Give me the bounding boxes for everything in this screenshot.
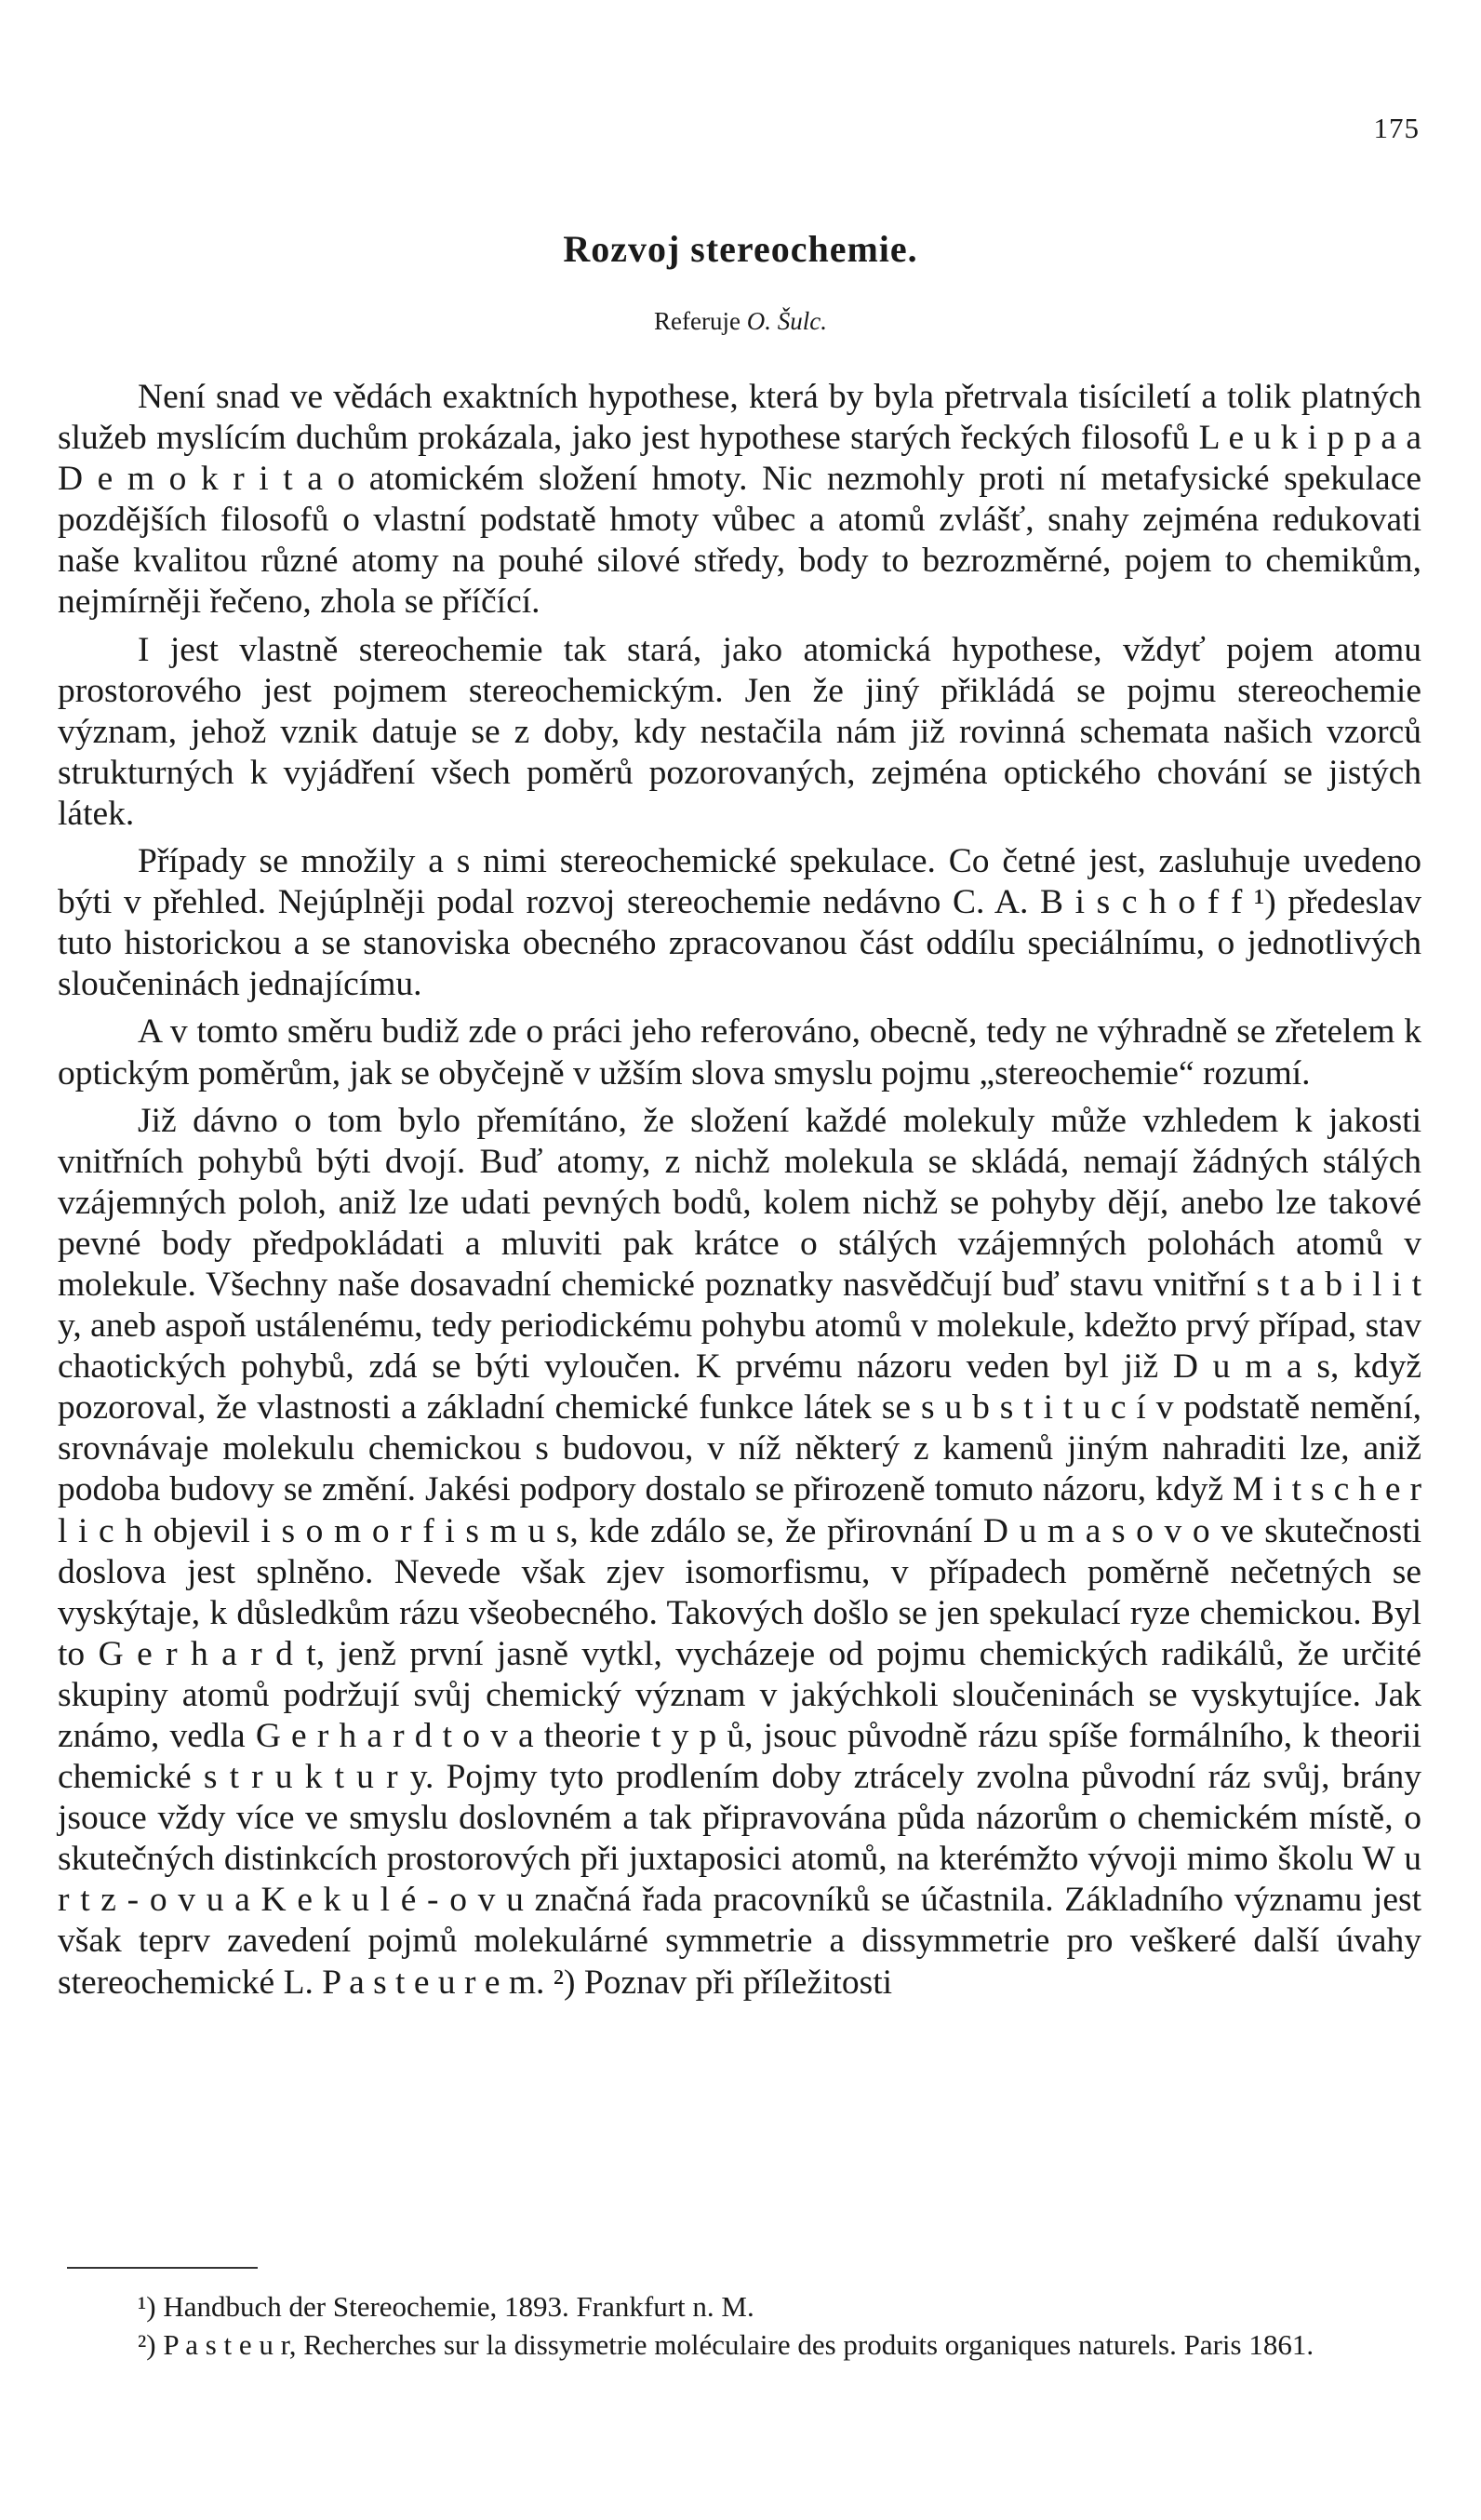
paragraph-1: Není snad ve vědách exaktních hypothese, která by byla přetrvala tisíciletí a tolik platných služeb myslícím duchům prokázala, jako jest hypothese starých řeckých filosofů L e u k i p p a a D e m o k r i t a o atomickém složení hmoty. Nic nezmohly proti ní metafysické spekulace pozdějších filosofů o vlastní podstatě hmoty vůbec a atomů zvlášť, snahy zejména redukovati naše kvalitou různé atomy na pouhé silové středy, body to bezrozměrné, pojem to chemikům, nejmírněji řečeno, zhola se příčící. (58, 378, 1421, 622)
article-title: Rozvoj stereochemie. (563, 228, 918, 270)
footnote-2: ²) P a s t e u r, Recherches sur la dissymetrie moléculaire des produits organiques naturels. Paris 1861. (138, 2328, 1314, 2361)
paragraph-3: Případy se množily a s nimi stereochemické spekulace. Co četné jest, zasluhuje uvedeno býti v přehled. Nejúplněji podal rozvoj stereochemie nedávno C. A. B i s c h o f f ¹) předeslav tuto historickou a se stanoviska obecného zpracovanou část oddílu speciálnímu, o jednotlivých sloučeninách jednajícímu. (58, 842, 1421, 1004)
footnotes (58, 2289, 1421, 2362)
footnote-divider (67, 2267, 258, 2269)
byline-author: O. Šulc. (746, 307, 827, 335)
paragraph-4: A v tomto směru budiž zde o práci jeho referováno, obecně, tedy ne výhradně se zřetelem k optickým poměrům, jak se obyčejně v užším slova smyslu pojmu „stereochemie“ rozumí. (58, 1012, 1421, 1092)
footnote-1: ¹) Handbuch der Stereochemie, 1893. Frankfurt n. M. (138, 2290, 754, 2323)
article-body (58, 377, 1421, 2004)
page-number: 175 (1373, 112, 1420, 144)
paragraph-5: Již dávno o tom bylo přemítáno, že složení každé molekuly může vzhledem k jakosti vnitřních pohybů býti dvojí. Buď atomy, z nichž molekula se skládá, nemají žádných stálých vzájemných poloh, aniž lze udati pevných bodů, kolem nichž se pohyby dějí, anebo lze takové pevné body předpokládati a mluviti pak krátce o stálých vzájemných polohách atomů v molekule. Všechny naše dosavadní chemické poznatky nasvědčují buď stavu vnitřní s t a b i l i t y, aneb aspoň ustálenému, tedy periodickému pohybu atomů v molekule, kdežto prvý případ, stav chaotických pohybů, zdá se býti vyloučen. K prvému názoru veden byl již D u m a s, když pozoroval, že vlastnosti a základní chemické funkce látek se s u b s t i t u c í v podstatě nemění, srovnávaje molekulu chemickou s budovou, v níž některý z kamenů jiným nahraditi lze, aniž podoba budovy se změní. Jakési podpory dostalo se přirozeně tomuto názoru, když M i t s c h e r l i c h objevil i s o m o r f i s m u s, kde zdálo se, že přirovnání D u m a s o v o ve skutečnosti doslova jest splněno. Nevede však zjev isomorfismu, v případech poměrně nečetných se vyskýtaje, k důsledkům rázu všeobecného. Takových došlo se jen spekulací ryze chemickou. Byl to G e r h a r d t, jenž první jasně vytkl, vycházeje od pojmu chemických radikálů, že určité skupiny atomů podržují svůj chemický význam v jakýchkoli sloučeninách se vyskytujíce. Jak známo, vedla G e r h a r d t o v a theorie t y p ů, jsouc původně rázu spíše formálního, k theorii chemické s t r u k t u r y. Pojmy tyto prodlením doby ztrácely zvolna původní ráz svůj, brány jsouce vždy více ve smyslu doslovném a tak připravována půda názorům o chemickém místě, o skutečných distinkcích prostorových při juxtaposici atomů, na kterémžto vývoji mimo školu W u r t z - o v u a K e k u l é - o v u značná řada pracovníků se účastnila. Základního významu jest však teprv zavedení pojmů molekulárné symmetrie a dissymmetrie pro veškeré další úvahy stereochemické L. P a s t e u r e m. ²) Poznav při příležitosti (58, 1101, 1421, 2002)
paragraph-2: I jest vlastně stereochemie tak stará, jako atomická hypothese, vždyť pojem atomu prostorového jest pojmem stereochemickým. Jen že jiný přikládá se pojmu stereochemie význam, jehož vznik datuje se z doby, kdy nestačila nám již rovinná schemata našich vzorců strukturných k vyjádření všech poměrů pozorovaných, zejména optického chování se jistých látek. (58, 630, 1421, 833)
byline (0, 307, 1481, 336)
byline-prefix: Referuje (654, 307, 740, 335)
